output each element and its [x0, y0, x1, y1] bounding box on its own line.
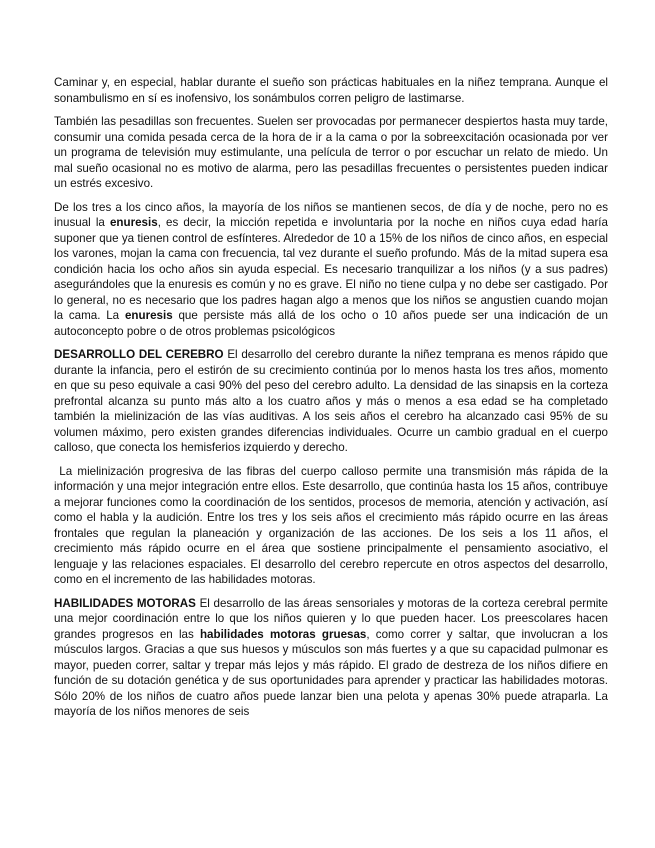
paragraph-text: El desarrollo de las áreas sensoriales y motoras de la corteza cerebral permite una mejor coordinación entre lo que los niños quieren y lo que pueden hacer. Los preescolares hacen grandes progresos en las — [54, 596, 608, 641]
paragraph-enuresis — [54, 200, 608, 340]
section-heading-brain: DESARROLLO DEL CEREBRO — [54, 348, 224, 361]
paragraph-myelination — [54, 464, 608, 588]
paragraph-text: que persiste más allá de los ocho o 10 años puede ser una indicación de un autoconcepto pobre o de otros problemas psicológicos — [54, 309, 608, 338]
paragraph-text: , es decir, la micción repetida e involuntaria por la noche en niños cuya edad haría suponer que ya tienen control de esfínteres. Alrededor de 10 a 15% de los niños de cinco años, en especial los varones, mojan la cama con frecuencia, tal vez durante el sueño profundo. Más de la mitad supera esa condición hacia los ocho años sin ayuda especial. Es necesario tranquilizar a los niños (y a sus padres) asegurándoles que la enuresis es común y no es grave. El niño no tiene culpa y no debe ser castigado. Por lo general, no es necesario que los padres hagan algo a menos que los niños se angustien cuando mojan la cama. La — [54, 216, 608, 322]
paragraph-text: Caminar y, en especial, hablar durante el sueño son prácticas habituales en la niñez temprana. Aunque el sonambulismo en sí es inofensivo, los sonámbulos corren peligro de lastimarse. — [54, 76, 608, 105]
paragraph-text: De los tres a los cinco años, la mayoría de los niños se mantienen secos, de día y de noche, pero no es inusual la — [54, 200, 608, 229]
document-page — [54, 75, 608, 728]
paragraph-text: La mielinización progresiva de las fibras del cuerpo calloso permite una transmisión más rápida de la información y una mejor integración entre ellos. Este desarrollo, que continúa hasta los 15 años, contribuye a mejorar funciones como la coordinación de los sentidos, procesos de memoria, atención y activación, así como el habla y la audición. Entre los tres y los seis años el crecimiento más rápido ocurre en las áreas frontales que regulan la planeación y organización de las acciones. De los seis a los 11 años, el crecimiento más rápido ocurre en el área que sostiene principalmente el pensamiento asociativo, el lenguaje y las relaciones espaciales. El desarrollo del cerebro repercute en otros aspectos del desarrollo, como en el incremento de las habilidades motoras. — [54, 464, 608, 586]
term-gross-motor-skills: habilidades motoras gruesas — [199, 627, 367, 641]
paragraph-brain-development — [54, 347, 608, 456]
paragraph-motor-skills — [54, 596, 608, 720]
paragraph-text: , como correr y saltar, que involucran a los músculos largos. Gracias a que sus huesos y músculos son más fuertes y a que su capacidad pulmonar es mayor, pueden correr, saltar y trepar más lejos y más rápido. El grado de destreza de los niños difiere en función de su dotación genética y de sus oportunidades para aprender y practicar las habilidades motoras. Sólo 20% de los niños de cuatro años puede lanzar bien una pelota y apenas 30% puede atraparla. La mayoría de los niños menores de seis — [54, 627, 608, 718]
paragraph-text: El desarrollo del cerebro durante la niñez temprana es menos rápido que durante la infancia, pero el estirón de su crecimiento continúa por lo menos hasta los tres años, momento en que su peso equivale a casi 90% del peso del cerebro adulto. La densidad de las sinapsis en la corteza prefrontal alcanza su punto más alto a los cuatro años y más o menos a esa edad se ha completado también la mielinización de las vías auditivas. A los seis años el cerebro ha alcanzado casi 95% de su volumen máximo, pero existen grandes diferencias individuales. Ocurre un cambio gradual en el cuerpo calloso, que conecta los hemisferios izquierdo y derecho. — [54, 348, 608, 454]
term-enuresis: enuresis — [109, 216, 158, 229]
section-heading-motor: HABILIDADES MOTORAS — [54, 596, 196, 610]
paragraph-sleepwalking — [54, 75, 608, 106]
term-enuresis: enuresis — [124, 309, 173, 322]
paragraph-text: También las pesadillas son frecuentes. Suelen ser provocadas por permanecer despiertos hasta muy tarde, consumir una comida pesada cerca de la hora de ir a la cama o por la sobreexcitación ocasionada por ver un programa de televisión muy estimulante, una película de terror o por escuchar un relato de miedo. Un mal sueño ocasional no es motivo de alarma, pero las pesadillas frecuentes o persistentes pueden indicar un estrés excesivo. — [54, 115, 608, 190]
paragraph-nightmares — [54, 114, 608, 192]
